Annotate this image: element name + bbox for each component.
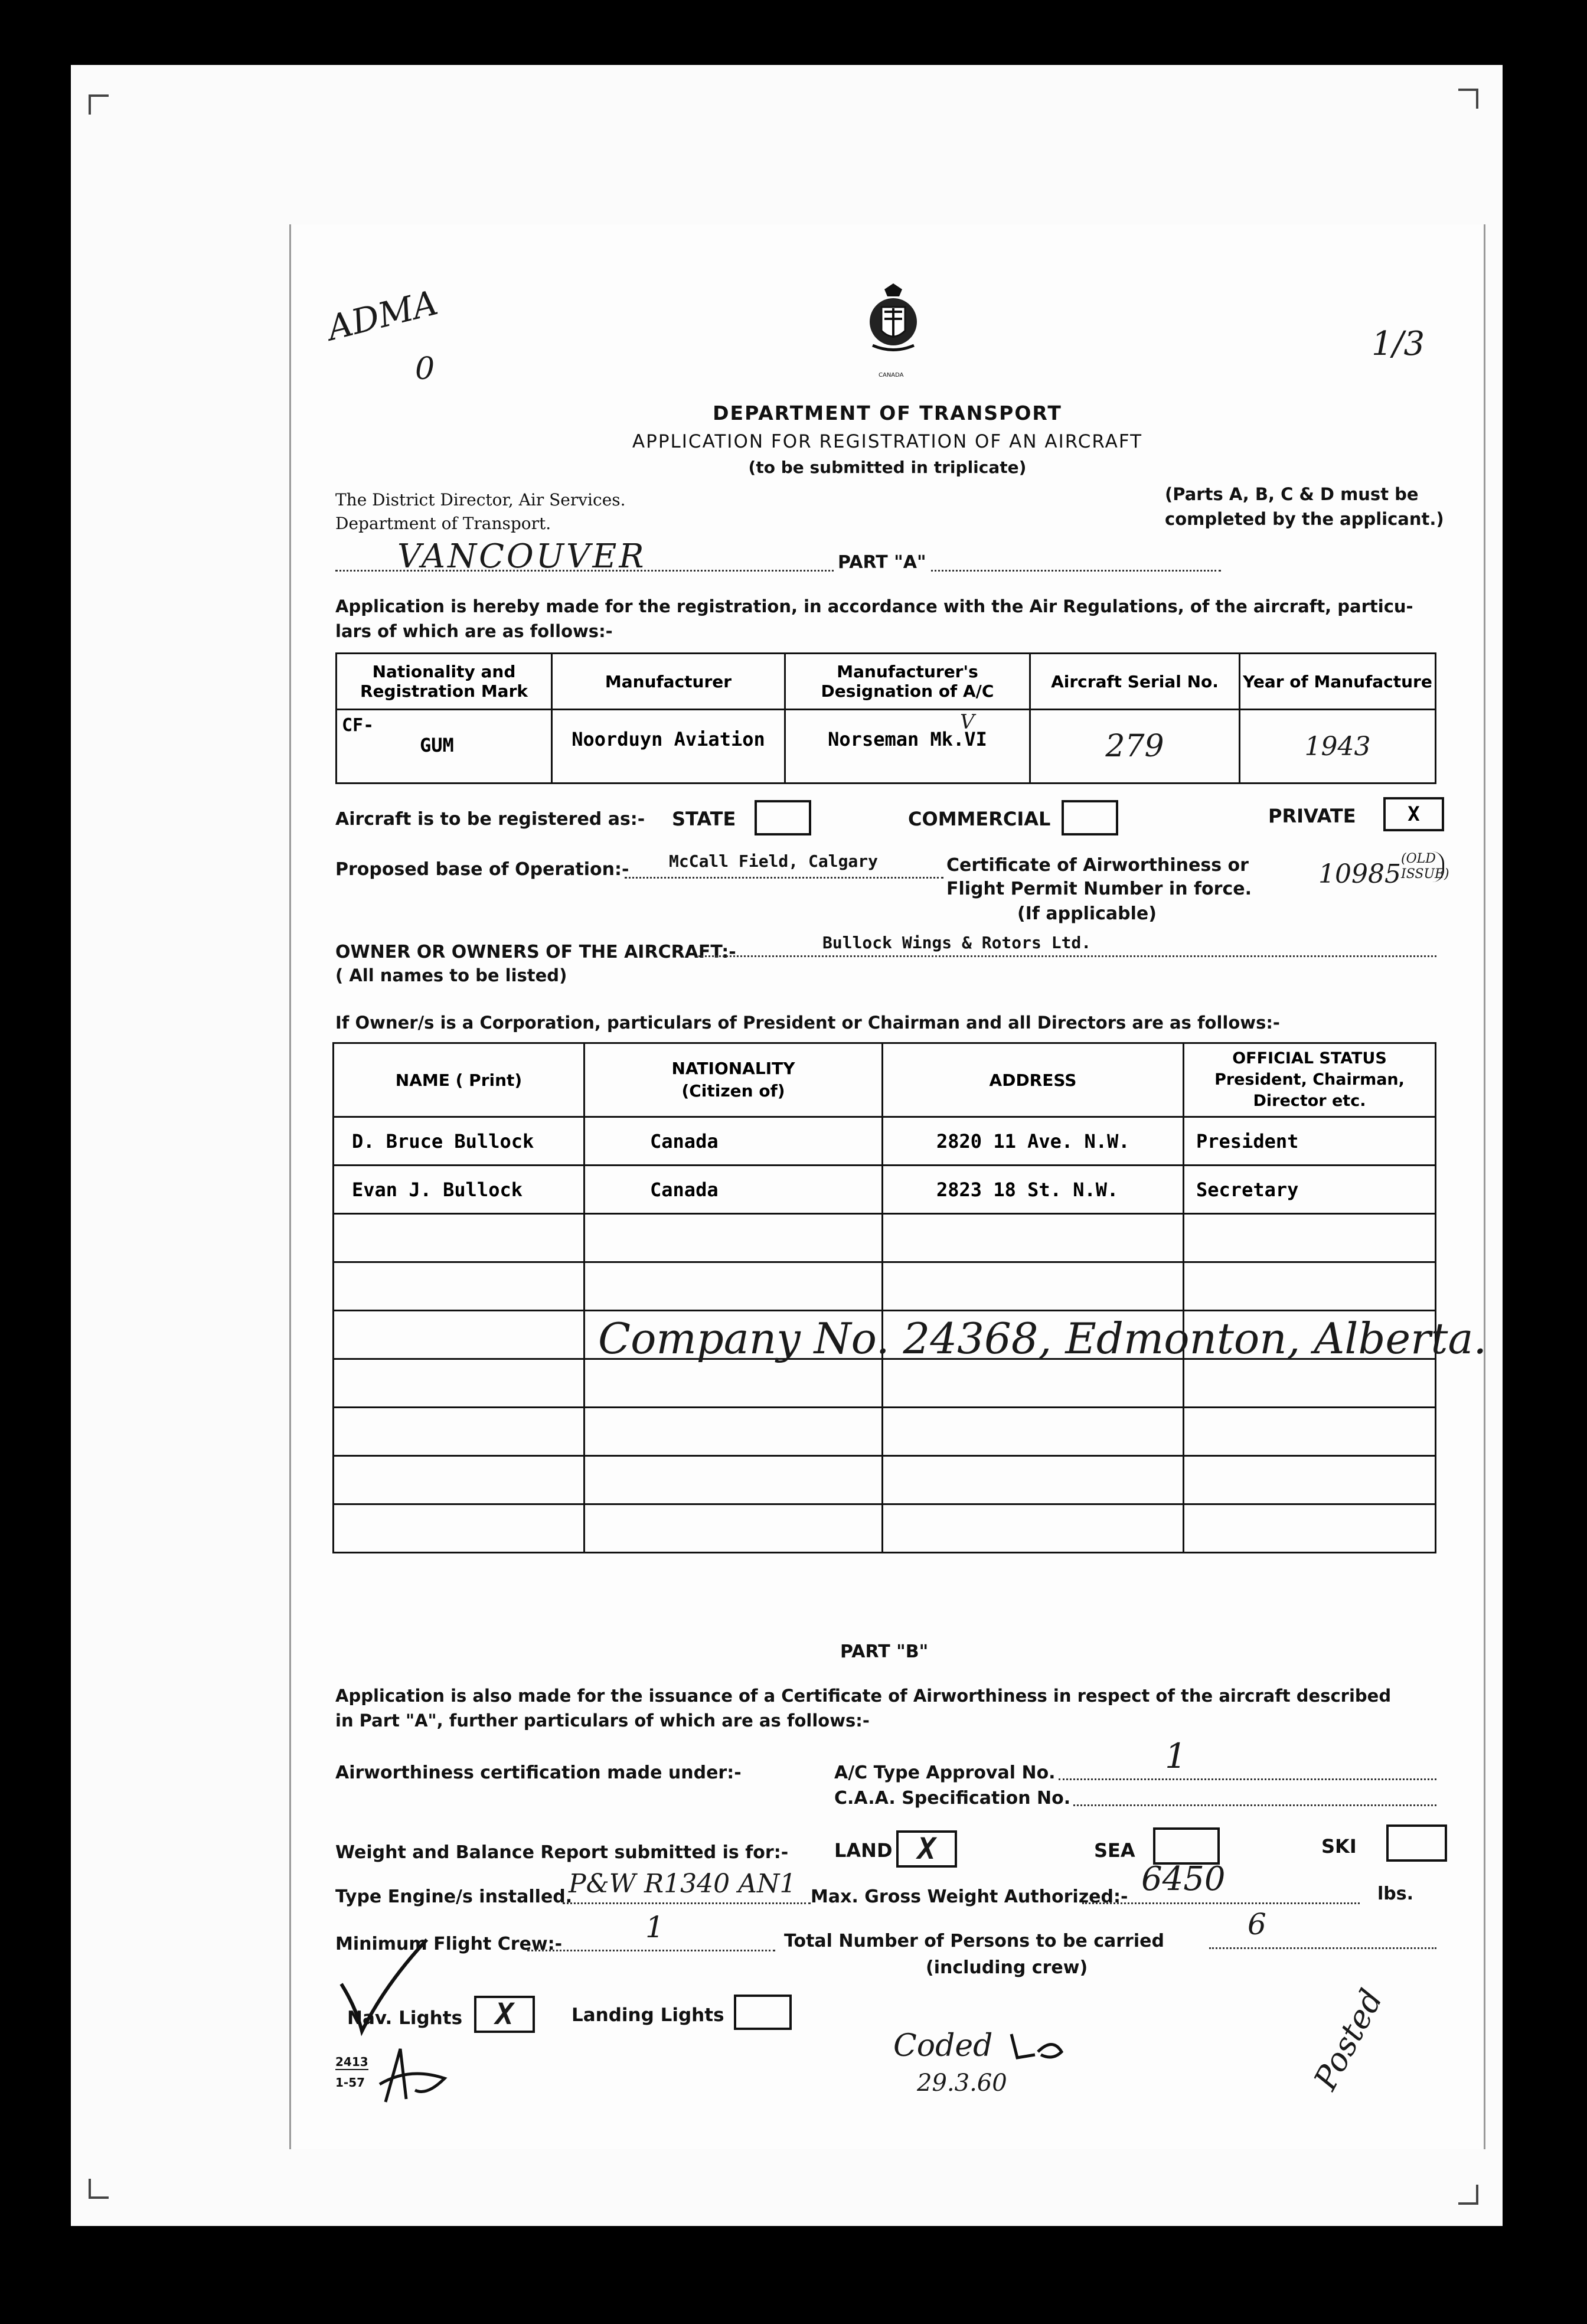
director-status (1184, 1117, 1436, 1166)
cert-label-2: Flight Permit Number in force. (946, 879, 1252, 899)
nationality-heading: NATIONALITY (671, 1059, 795, 1078)
company-number-note: Company No. 24368, Edmonton, Alberta. (598, 1314, 1487, 1363)
type-approval-value: 1 (1165, 1736, 1187, 1776)
designation-value: Norseman Mk.VI (828, 728, 987, 750)
wb-label: Weight and Balance Report submitted is for:- (335, 1842, 789, 1863)
owner-sub: ( All names to be listed) (335, 965, 567, 985)
addressee-line1: The District Director, Air Services. (335, 490, 626, 510)
ski-checkbox[interactable] (1386, 1824, 1447, 1862)
addressee-line2: Department of Transport. (335, 514, 551, 533)
col-director-name: NAME ( Print) (334, 1043, 584, 1117)
check-mark-icon (338, 1937, 433, 2037)
part-a-label: PART "A" (834, 552, 930, 573)
table-row (334, 1214, 1436, 1262)
district-city: VANCOUVER (397, 537, 646, 576)
director-2-address: 2823 18 St. N.W. (936, 1178, 1119, 1201)
part-a-intro-2: lars of which are as follows:- (335, 621, 613, 641)
crew-label: Minimum Flight Crew:- (335, 1934, 563, 1954)
coat-of-arms-icon (864, 283, 923, 372)
base-label: Proposed base of Operation:- (335, 859, 629, 880)
sea-checkbox[interactable] (1153, 1827, 1220, 1865)
status-sub2: Director etc. (1253, 1092, 1366, 1110)
director-2-status: Secretary (1196, 1178, 1299, 1201)
private-mark: X (1408, 802, 1420, 826)
engine-value: P&W R1340 AN1 (569, 1869, 796, 1899)
private-label: PRIVATE (1268, 805, 1356, 827)
table-row (334, 1117, 1436, 1166)
parts-note-line1: (Parts A, B, C & D must be (1165, 484, 1419, 504)
status-heading: OFFICIAL STATUS (1232, 1049, 1387, 1068)
corporation-line: If Owner/s is a Corporation, particulars of President or Chairman and all Directors are as follows:- (335, 1013, 1280, 1033)
col-director-status (1184, 1043, 1436, 1117)
manufacturer-value: Noorduyn Aviation (572, 728, 765, 750)
cell-serial (1030, 710, 1240, 784)
status-sub1: President, Chairman, (1214, 1070, 1405, 1089)
coded-note: Coded (893, 2028, 993, 2064)
cert-made-label: Airworthiness certification made under:- (335, 1762, 742, 1783)
engine-label: Type Engine/s installed. (335, 1886, 573, 1907)
table-row (334, 1262, 1436, 1311)
director-name (334, 1117, 584, 1166)
col-year: Year of Manufacture (1240, 654, 1436, 710)
persons-label: Total Number of Persons to be carried (784, 1931, 1164, 1951)
form-number: 2413 (335, 2055, 368, 2069)
registered-as-label: Aircraft is to be registered as:- (335, 809, 645, 830)
cert-value: 10985 (1318, 859, 1401, 889)
table-row (334, 1359, 1436, 1408)
cert-label-3: (If applicable) (1017, 903, 1157, 924)
cert-label-1: Certificate of Airworthiness or (946, 855, 1249, 876)
director-1-address: 2820 11 Ave. N.W. (936, 1130, 1130, 1153)
persons-value: 6 (1248, 1907, 1266, 1941)
owner-label: OWNER OR OWNERS OF THE AIRCRAFT:- (335, 942, 736, 962)
coded-date: 29.3.60 (917, 2070, 1007, 2097)
coded-initials-icon (1005, 2025, 1070, 2067)
adma-note: ADMA (323, 282, 442, 348)
part-b-label: PART "B" (840, 1641, 929, 1662)
nav-lights-label: Nav. Lights (347, 2008, 463, 2029)
landing-lights-checkbox[interactable] (734, 1995, 792, 2030)
state-checkbox[interactable] (755, 800, 811, 835)
state-label: STATE (672, 808, 736, 830)
adma-sub-note: 0 (415, 351, 435, 387)
registration-mark: GUM (420, 734, 454, 756)
nav-lights-checkbox[interactable] (474, 1996, 535, 2033)
lbs-label: lbs. (1377, 1884, 1414, 1904)
registration-prefix: CF- (342, 715, 374, 736)
director-2-name: Evan J. Bullock (352, 1178, 523, 1201)
cell-year (1240, 710, 1436, 784)
commercial-label: COMMERCIAL (908, 808, 1051, 830)
director-nationality (584, 1117, 883, 1166)
application-form (289, 224, 1485, 2149)
part-b-intro-1: Application is also made for the issuance of a Certificate of Airworthiness in respect of the aircraft described (335, 1686, 1392, 1706)
table-row (334, 1504, 1436, 1553)
parts-note-line2: completed by the applicant.) (1165, 509, 1444, 529)
cell-registration (337, 710, 552, 784)
private-checkbox[interactable] (1383, 797, 1444, 831)
year-value: 1943 (1304, 731, 1371, 762)
crop-mark (1458, 2185, 1478, 2205)
landing-lights-label: Landing Lights (572, 2005, 724, 2026)
crop-mark (1458, 89, 1478, 109)
base-value: McCall Field, Calgary (669, 851, 879, 871)
form-title: APPLICATION FOR REGISTRATION OF AN AIRCRAFT (632, 431, 1143, 452)
posted-note: Posted (1307, 1983, 1390, 2096)
form-date: 1-57 (335, 2075, 365, 2090)
directors-table (332, 1042, 1436, 1553)
director-address (883, 1117, 1184, 1166)
director-1-name: D. Bruce Bullock (352, 1130, 534, 1153)
director-1-status: President (1196, 1130, 1299, 1153)
aircraft-table (335, 652, 1436, 784)
col-designation: Manufacturer's Designation of A/C (785, 654, 1030, 710)
emblem-caption: CANADA (879, 372, 904, 378)
land-mark: X (917, 1832, 936, 1866)
cell-manufacturer (552, 710, 785, 784)
commercial-checkbox[interactable] (1062, 800, 1118, 835)
col-director-nationality (584, 1043, 883, 1117)
crop-mark (89, 94, 109, 115)
type-approval-label: A/C Type Approval No. (834, 1762, 1056, 1783)
director-name (334, 1166, 584, 1214)
table-row (334, 1408, 1436, 1456)
cert-old-issue-note: (OLD ISSUE) (1401, 851, 1449, 882)
part-b-intro-2: in Part "A", further particulars of which are as follows:- (335, 1711, 870, 1731)
owner-value: Bullock Wings & Rotors Ltd. (822, 933, 1092, 952)
col-serial: Aircraft Serial No. (1030, 654, 1240, 710)
nationality-subheading: (Citizen of) (681, 1081, 785, 1101)
initials-signature-icon (374, 2043, 450, 2108)
form-subtitle: (to be submitted in triplicate) (748, 458, 1027, 477)
cell-designation (785, 710, 1030, 784)
col-director-address: ADDRESS (883, 1043, 1184, 1117)
sea-label: SEA (1094, 1839, 1135, 1862)
nav-lights-mark: X (495, 1997, 514, 2031)
ski-label: SKI (1321, 1835, 1357, 1858)
serial-value: 279 (1105, 729, 1164, 764)
col-nationality: Nationality and Registration Mark (337, 654, 552, 710)
director-1-nationality: Canada (650, 1130, 719, 1153)
crew-value: 1 (645, 1910, 664, 1944)
crop-mark (89, 2179, 109, 2199)
caa-label: C.A.A. Specification No. (834, 1788, 1071, 1809)
persons-sub: (including crew) (926, 1957, 1088, 1978)
table-row (334, 1166, 1436, 1214)
director-nationality (584, 1166, 883, 1214)
gross-weight-value: 6450 (1141, 1860, 1226, 1898)
page-count-note: 1/3 (1372, 325, 1425, 363)
land-label: LAND (834, 1839, 893, 1862)
part-a-intro-1: Application is hereby made for the registration, in accordance with the Air Regulations, of the aircraft, particu- (335, 596, 1413, 616)
director-2-nationality: Canada (650, 1178, 719, 1201)
gross-weight-label: Max. Gross Weight Authorized:- (811, 1886, 1128, 1907)
director-status (1184, 1166, 1436, 1214)
table-row (334, 1456, 1436, 1504)
designation-correction: V (960, 710, 975, 734)
land-checkbox[interactable] (896, 1830, 957, 1868)
director-address (883, 1166, 1184, 1214)
col-manufacturer: Manufacturer (552, 654, 785, 710)
department-heading: DEPARTMENT OF TRANSPORT (713, 402, 1062, 425)
